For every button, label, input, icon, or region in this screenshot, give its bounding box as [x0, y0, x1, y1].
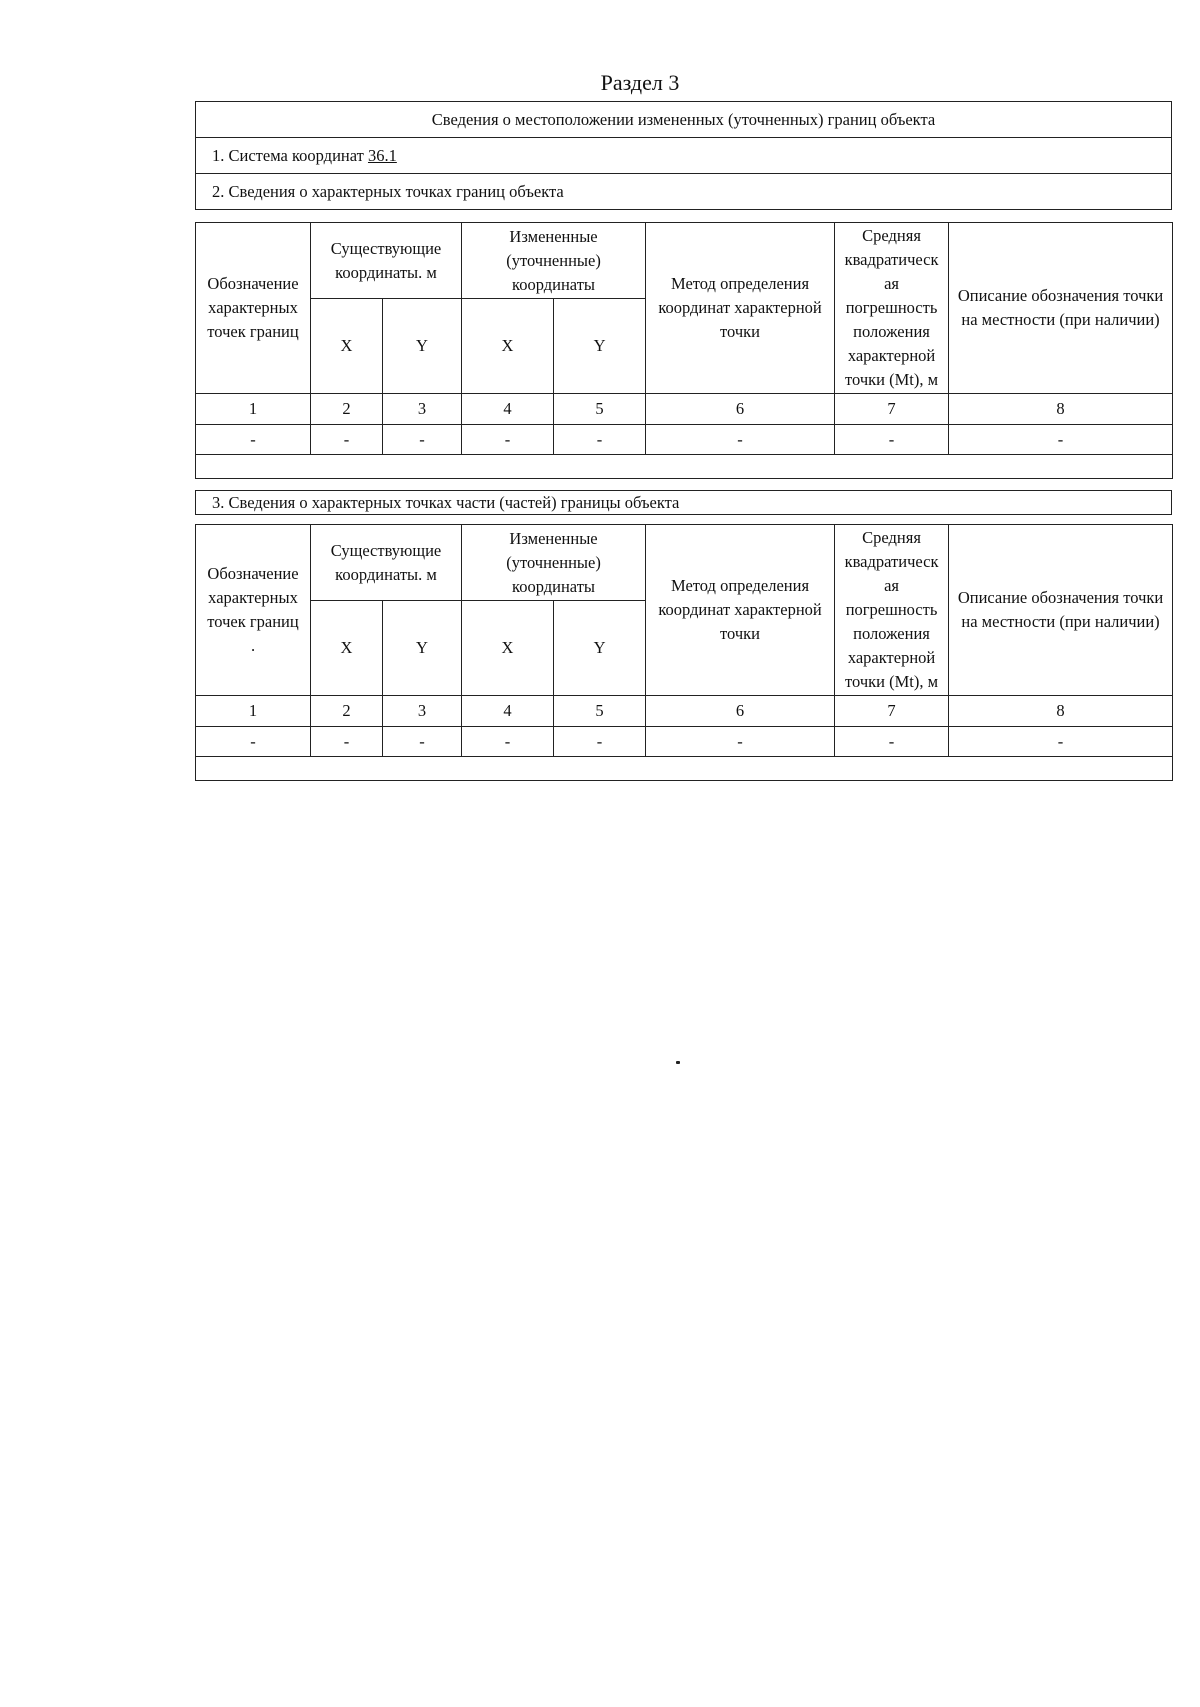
header-changed-x: X — [462, 601, 554, 696]
header-method: Метод определения координат характерной точки — [646, 223, 835, 394]
header-point-designation — [196, 525, 311, 696]
header-changed-y: Y — [554, 601, 646, 696]
header-existing-coords: Существующие координаты. м — [311, 223, 462, 299]
location-info-box — [195, 101, 1172, 210]
column-number: 8 — [949, 696, 1173, 727]
header-description: Описание обозначения точки на местности (при наличии) — [949, 525, 1173, 696]
header-changed-coords: Измененные (уточненные) координаты — [462, 223, 646, 299]
column-number: 6 — [646, 394, 835, 425]
column-number: 6 — [646, 696, 835, 727]
empty-row — [196, 455, 1173, 479]
table-cell: - — [554, 727, 646, 757]
table-cell: - — [835, 727, 949, 757]
column-number: 7 — [835, 696, 949, 727]
header-existing-y: Y — [383, 299, 462, 394]
column-number: 2 — [311, 696, 383, 727]
table-cell: - — [383, 425, 462, 455]
table-cell: - — [311, 425, 383, 455]
header-error: Средняя квадратическ ая погрешность положения характерной точки (Mt), м — [835, 525, 949, 696]
empty-cell — [196, 455, 1173, 479]
header-changed-coords: Измененные (уточненные) координаты — [462, 525, 646, 601]
table-cell: - — [646, 425, 835, 455]
header-changed-x: X — [462, 299, 554, 394]
table-row — [196, 425, 1173, 455]
coord-system-value: 36.1 — [367, 146, 397, 165]
header-description: Описание обозначения точки на местности (при наличии) — [949, 223, 1173, 394]
empty-row — [196, 757, 1173, 781]
box-title: Сведения о местоположении измененных (уточненных) границ объекта — [196, 102, 1171, 138]
column-number: 4 — [462, 394, 554, 425]
column-number: 2 — [311, 394, 383, 425]
column-number: 5 — [554, 696, 646, 727]
parts-heading: 3. Сведения о характерных точках части (частей) границы объекта — [195, 490, 1172, 515]
boundary-points-table — [195, 222, 1173, 479]
coord-system-label: 1. Система координат — [212, 146, 364, 165]
table-cell: - — [311, 727, 383, 757]
table-cell: - — [949, 727, 1173, 757]
column-number: 1 — [196, 394, 311, 425]
coord-system-row — [196, 138, 1171, 174]
header-changed-y: Y — [554, 299, 646, 394]
table-cell: - — [462, 425, 554, 455]
column-number: 4 — [462, 696, 554, 727]
header-existing-coords: Существующие координаты. м — [311, 525, 462, 601]
empty-cell — [196, 757, 1173, 781]
header-point-designation-text: Обозначение характерных точек границ — [207, 564, 299, 631]
points-heading: 2. Сведения о характерных точках границ объекта — [212, 182, 564, 201]
column-number: 3 — [383, 394, 462, 425]
column-number: 3 — [383, 696, 462, 727]
header-method: Метод определения координат характерной точки — [646, 525, 835, 696]
table-cell: - — [835, 425, 949, 455]
stray-mark — [676, 1061, 680, 1064]
column-number: 7 — [835, 394, 949, 425]
table-row — [196, 727, 1173, 757]
header-existing-y: Y — [383, 601, 462, 696]
header-point-designation-mark: . — [250, 636, 256, 655]
table-cell: - — [383, 727, 462, 757]
header-point-designation: Обозначение характерных точек границ — [196, 223, 311, 394]
header-error: Средняя квадратическ ая погрешность положения характерной точки (Mt), м — [835, 223, 949, 394]
table-cell: - — [196, 425, 311, 455]
column-number: 8 — [949, 394, 1173, 425]
table-cell: - — [949, 425, 1173, 455]
table-cell: - — [462, 727, 554, 757]
table-cell: - — [554, 425, 646, 455]
header-existing-x: X — [311, 299, 383, 394]
section-title: Раздел 3 — [600, 70, 680, 95]
column-numbers-row — [196, 696, 1173, 727]
table-cell: - — [646, 727, 835, 757]
column-number: 1 — [196, 696, 311, 727]
header-existing-x: X — [311, 601, 383, 696]
table-cell: - — [196, 727, 311, 757]
column-number: 5 — [554, 394, 646, 425]
part-boundary-points-table — [195, 524, 1173, 781]
column-numbers-row — [196, 394, 1173, 425]
